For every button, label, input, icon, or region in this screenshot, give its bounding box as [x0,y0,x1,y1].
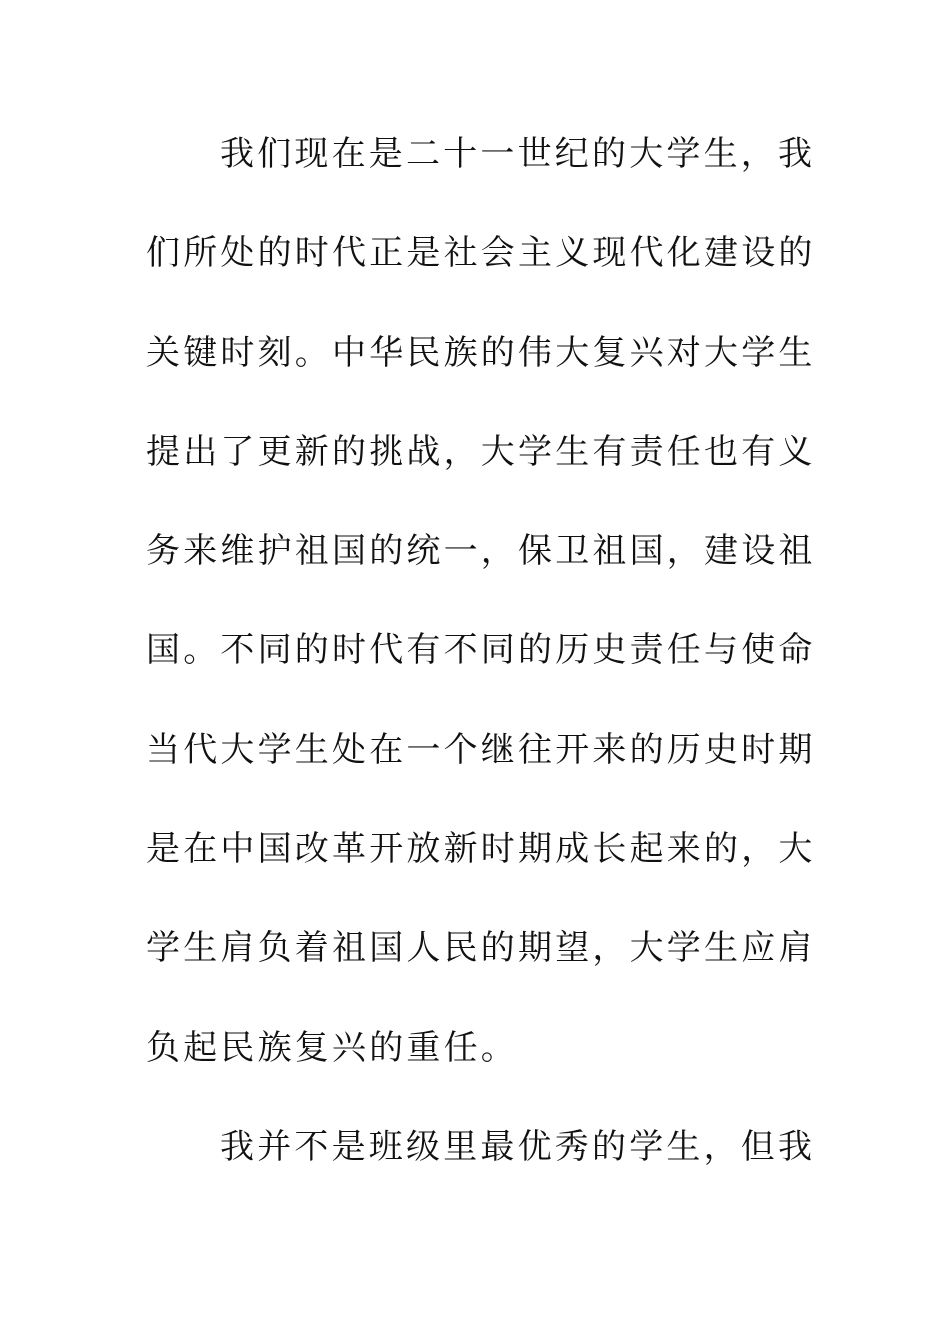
paragraph-1-line-8: 是在中国改革开放新时期成长起来的，大 [146,829,816,870]
paragraph-1-line-1: 我们现在是二十一世纪的大学生，我 [220,134,816,174]
paragraph-1-line-2: 们所处的时代正是社会主义现代化建设的 [146,233,816,274]
paragraph-1-line-5: 务来维护祖国的统一，保卫祖国，建设祖 [146,531,816,572]
paragraph-1-line-7: 当代大学生处在一个继往开来的历史时期 [146,729,816,770]
paragraph-1-line-4: 提出了更新的挑战，大学生有责任也有义 [146,431,816,472]
body-text [146,124,816,1216]
paragraph-1-line-10: 负起民族复兴的重任。 [146,1027,518,1068]
paragraph-1-line-3: 关键时刻。中华民族的伟大复兴对大学生 [146,332,816,373]
paragraph-2-line-1: 我并不是班级里最优秀的学生，但我 [220,1126,816,1167]
paragraph-1-line-6: 国。不同的时代有不同的历史责任与使命 [146,630,816,671]
paragraph-1-line-9: 学生肩负着祖国人民的期望，大学生应肩 [146,928,816,969]
